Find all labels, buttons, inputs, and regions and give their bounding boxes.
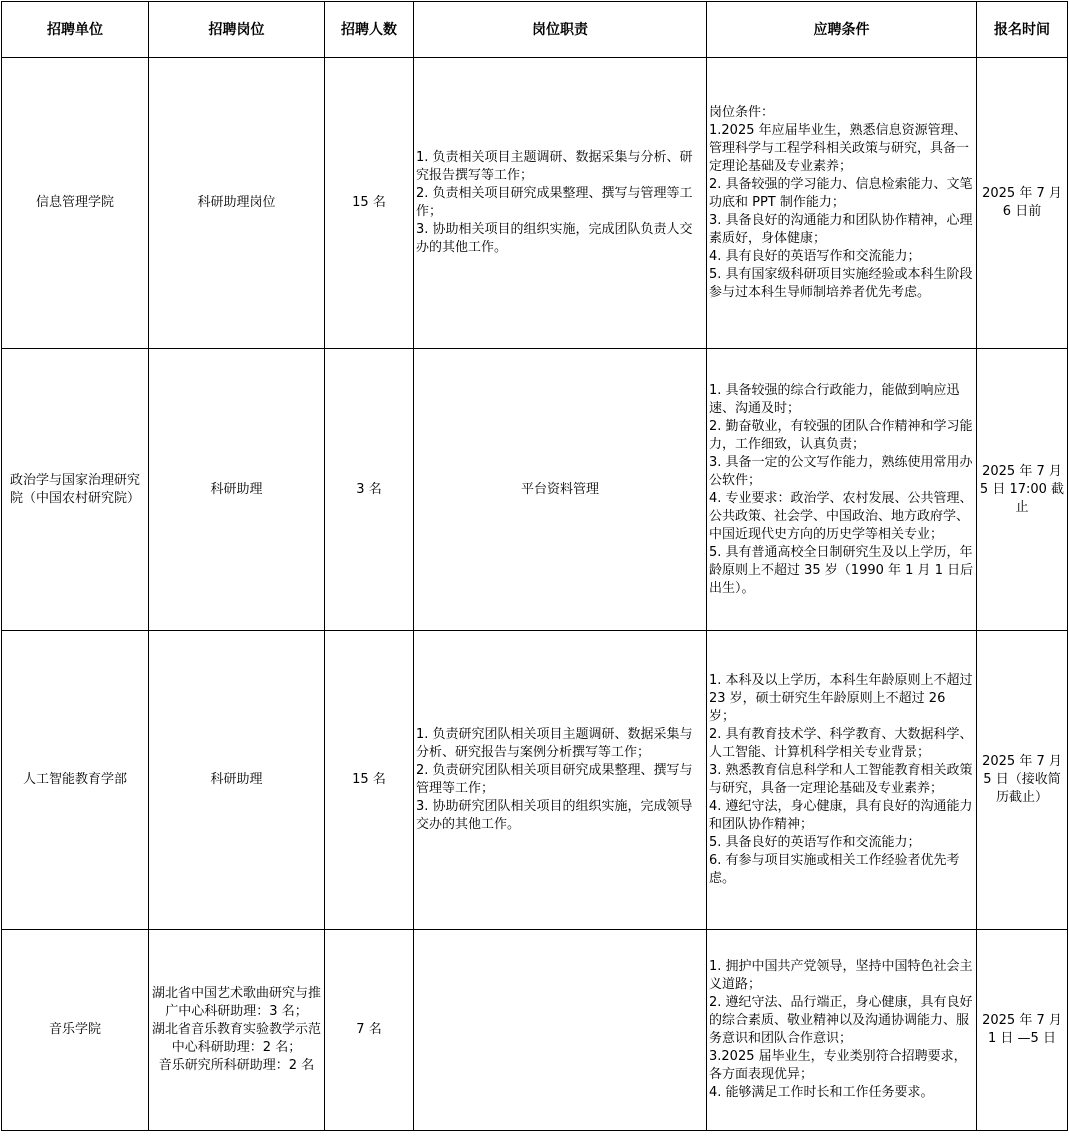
position-line: 科研助理 xyxy=(210,481,263,497)
requirement-line: 4. 能够满足工作时长和工作任务要求。 xyxy=(709,1085,934,1100)
recruitment-table xyxy=(1,1,1068,1131)
position-cell xyxy=(149,930,325,1131)
deadline-cell: 2025 年 7 月 6 日前 xyxy=(977,58,1068,349)
requirement-line: 1. 拥护中国共产党领导，坚持中国特色社会主义道路； xyxy=(709,959,973,992)
duty-line: 平台资料管理 xyxy=(520,481,599,497)
position-line: 湖北省音乐教育实验教学示范中心科研助理：2 名； xyxy=(151,1022,321,1055)
header-row xyxy=(2,2,1068,58)
requirement-line: 2. 遵纪守法、品行端正，身心健康，具有良好的综合素质、敬业精神以及沟通协调能力、服务意识和团队合作意识； xyxy=(709,995,973,1046)
requirement-line: 4. 专业要求：政治学、农村发展、公共管理、公共政策、社会学、中国政治、地方政府学、中国近现代史方向的历史学等相关专业； xyxy=(709,490,973,542)
position-line: 科研助理 xyxy=(210,772,263,787)
deadline-cell: 2025 年 7 月 1 日 —5 日 xyxy=(977,930,1068,1131)
unit-cell: 人工智能教育学部 xyxy=(2,631,149,930)
unit-cell: 信息管理学院 xyxy=(2,58,149,349)
requirement-line: 2. 具备较强的学习能力、信息检索能力、文笔功底和 PPT 制作能力； xyxy=(709,177,973,210)
duties-cell xyxy=(414,930,707,1131)
table-row xyxy=(2,349,1068,631)
header-count: 招聘人数 xyxy=(325,2,414,58)
duties-cell xyxy=(414,631,707,930)
table-row xyxy=(2,930,1068,1131)
requirement-line: 5. 具备良好的英语写作和交流能力； xyxy=(709,835,921,850)
header-position: 招聘岗位 xyxy=(149,2,325,58)
unit-cell: 政治学与国家治理研究院（中国农村研究院） xyxy=(2,349,149,631)
requirement-line: 6. 有参与项目实施或相关工作经验者优先考虑。 xyxy=(709,853,960,886)
requirement-line: 5. 具有国家级科研项目实施经验或本科生阶段参与过本科生导师制培养者优先考虑。 xyxy=(709,267,973,300)
header-unit: 招聘单位 xyxy=(2,2,149,58)
position-cell xyxy=(149,349,325,631)
position-line: 科研助理岗位 xyxy=(197,195,276,210)
header-deadline: 报名时间 xyxy=(977,2,1068,58)
requirement-line: 3. 熟悉教育信息科学和人工智能教育相关政策与研究，具备一定理论基础及专业素养； xyxy=(709,763,973,796)
duty-line: 3. 协助相关项目的组织实施，完成团队负责人交办的其他工作。 xyxy=(416,222,693,255)
position-cell xyxy=(149,631,325,930)
duties-cell xyxy=(414,349,707,631)
deadline-cell: 2025 年 7 月 5 日（接收简历截止） xyxy=(977,631,1068,930)
requirement-line: 3. 具备良好的沟通能力和团队协作精神，心理素质好，身体健康； xyxy=(709,213,973,246)
requirements-cell xyxy=(707,930,977,1131)
duty-line: 2. 负责研究团队相关项目研究成果整理、撰写与管理等工作； xyxy=(416,763,693,796)
requirement-line: 1. 具备较强的综合行政能力，能做到响应迅速、沟通及时； xyxy=(709,382,960,416)
duty-line: 2. 负责相关项目研究成果整理、撰写与管理等工作； xyxy=(416,186,693,219)
requirement-line: 4. 具有良好的英语写作和交流能力； xyxy=(709,249,921,264)
position-cell xyxy=(149,58,325,349)
table-row xyxy=(2,631,1068,930)
requirement-line: 1.2025 年应届毕业生，熟悉信息资源管理、管理科学与工程学科相关政策与研究，具备一定理论基础及专业素养； xyxy=(709,123,970,174)
header-requirements: 应聘条件 xyxy=(707,2,977,58)
requirements-cell xyxy=(707,631,977,930)
table-row xyxy=(2,58,1068,349)
duty-line: 3. 协助研究团队相关项目的组织实施，完成领导交办的其他工作。 xyxy=(416,799,693,832)
requirement-line: 岗位条件： xyxy=(709,105,775,120)
deadline-cell: 2025 年 7 月 5 日 17:00 截止 xyxy=(977,349,1068,631)
header-duties: 岗位职责 xyxy=(414,2,707,58)
unit-cell: 音乐学院 xyxy=(2,930,149,1131)
requirement-line: 3.2025 届毕业生，专业类别符合招聘要求，各方面表现优异； xyxy=(709,1049,967,1082)
duties-cell xyxy=(414,58,707,349)
duty-line: 1. 负责相关项目主题调研、数据采集与分析、研究报告撰写等工作； xyxy=(416,150,693,183)
requirement-line: 4. 遵纪守法，身心健康，具有良好的沟通能力和团队协作精神； xyxy=(709,799,973,832)
requirement-line: 5. 具有普通高校全日制研究生及以上学历，年龄原则上不超过 35 岁（1990 年 1 月 1 日后出生）。 xyxy=(709,544,974,596)
requirement-line: 2. 具有教育技术学、科学教育、大数据科学、人工智能、计算机科学相关专业背景； xyxy=(709,727,973,760)
position-line: 音乐研究所科研助理：2 名 xyxy=(158,1058,315,1073)
requirements-cell xyxy=(707,58,977,349)
requirement-line: 3. 具备一定的公文写作能力，熟练使用常用办公软件； xyxy=(709,454,973,488)
count-cell: 3 名 xyxy=(325,349,414,631)
duty-line: 1. 负责研究团队相关项目主题调研、数据采集与分析、研究报告与案例分析撰写等工作； xyxy=(416,727,693,760)
count-cell: 15 名 xyxy=(325,58,414,349)
requirement-line: 1. 本科及以上学历，本科生年龄原则上不超过 23 岁，硕士研究生年龄原则上不超过 26 岁； xyxy=(709,673,973,724)
count-cell: 7 名 xyxy=(325,930,414,1131)
requirements-cell xyxy=(707,349,977,631)
position-line: 湖北省中国艺术歌曲研究与推广中心科研助理：3 名； xyxy=(151,986,321,1019)
requirement-line: 2. 勤奋敬业，有较强的团队合作精神和学习能力，工作细致，认真负责； xyxy=(709,418,973,452)
count-cell: 15 名 xyxy=(325,631,414,930)
